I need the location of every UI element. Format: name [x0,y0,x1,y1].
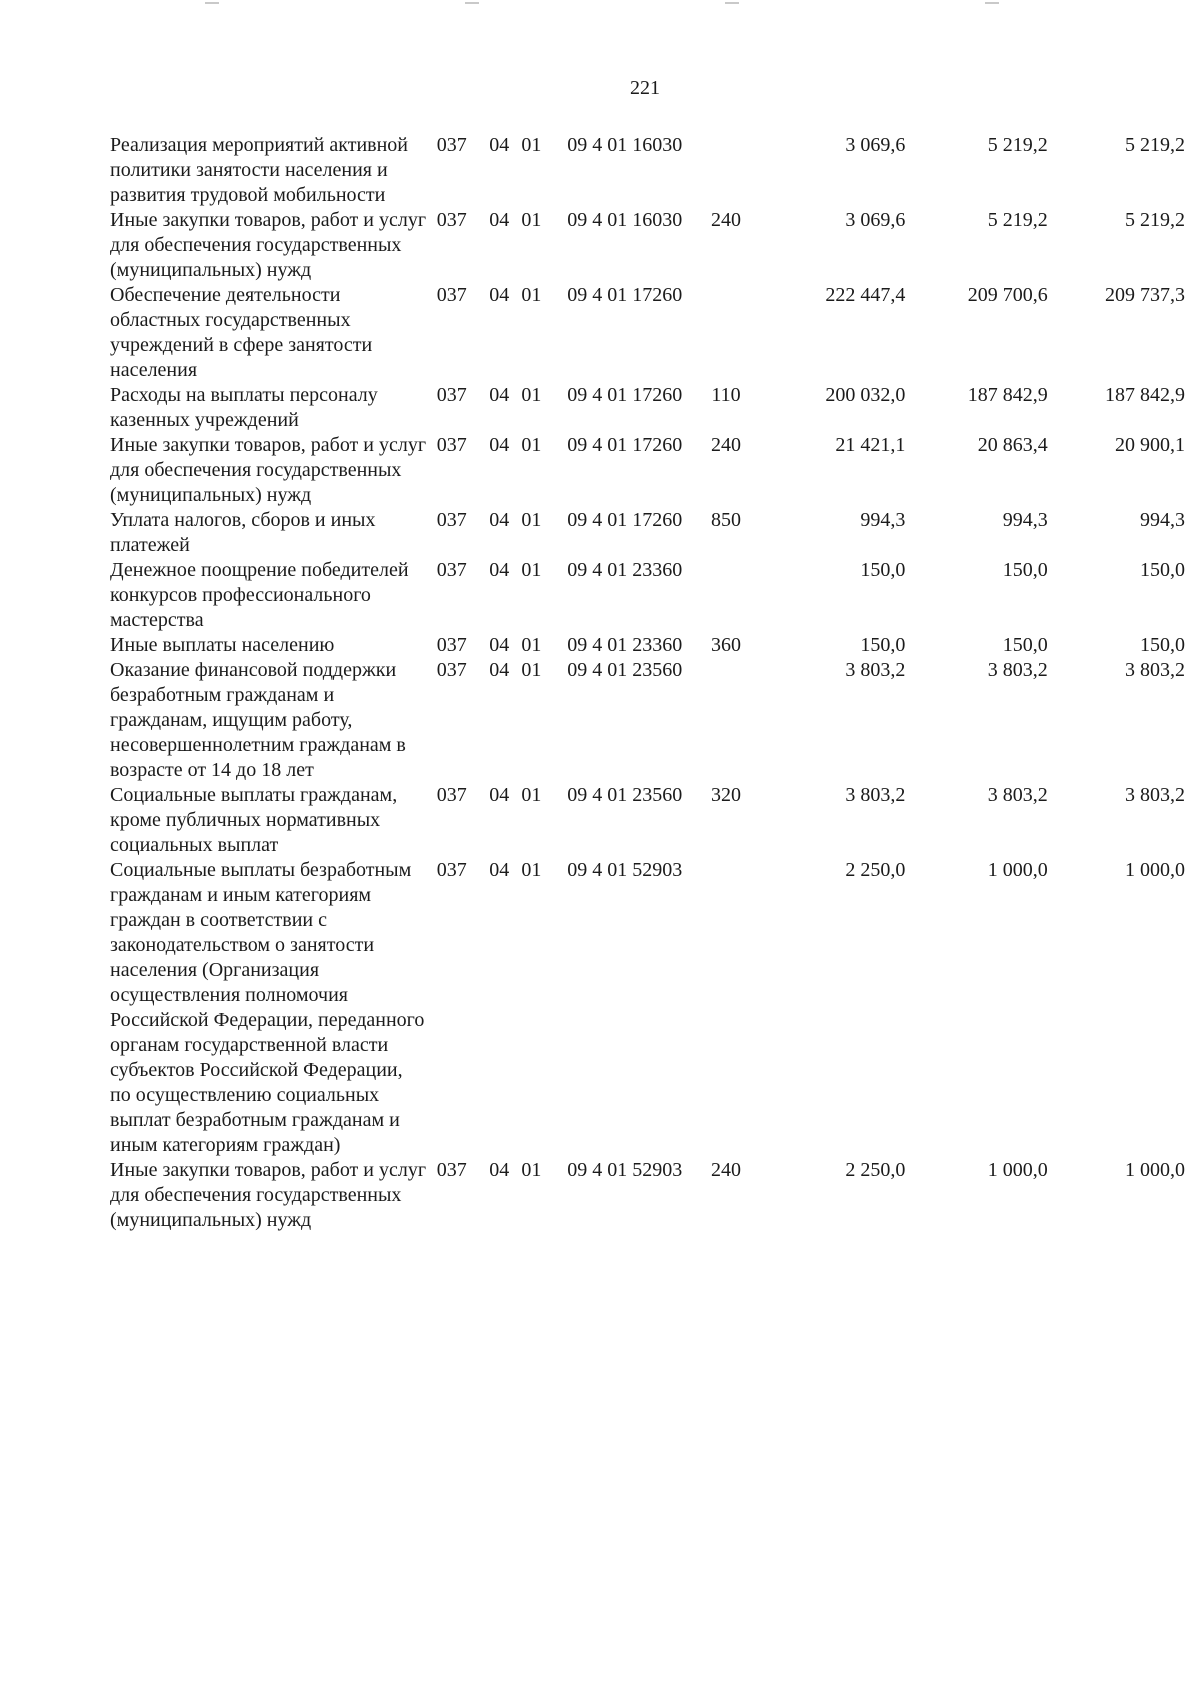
row-target-article-code: 09 4 01 17260 [567,284,683,306]
row-expense-type-code [694,558,757,633]
row-name: Социальные выплаты безработным гражданам и иным категориям граждан в соответствии с законодательством о занятости населения (Организация осуществления полномочия Российской Федерации, переданного органам государственной власти субъектов Российской Федерации, по осуществлению социальных выплат безработным гражданам и иным категориям граждан) [110,859,425,1156]
table-row [110,508,1185,558]
row-name: Оказание финансовой поддержки безработным гражданам и гражданам, ищущим работу, несовершеннолетним гражданам в возрасте от 14 до 18 лет [110,659,406,781]
row-amount-year-3: 1 000,0 [1125,1159,1185,1181]
row-amount-year-3: 5 219,2 [1125,134,1185,156]
row-target-article-code: 09 4 01 52903 [567,1159,683,1181]
row-name: Денежное поощрение победителей конкурсов профессионального мастерства [110,559,409,631]
row-amount-year-2: 994,3 [1002,509,1048,531]
table-row [110,633,1185,658]
row-amount-year-3: 1 000,0 [1125,859,1185,881]
row-section-code: 04 [489,784,510,806]
row-amount-year-1: 3 069,6 [845,209,906,231]
row-name: Расходы на выплаты персоналу казенных учреждений [110,384,378,431]
row-ved-code: 037 [436,634,467,656]
table-row [110,783,1185,858]
row-amount-year-2: 209 700,6 [967,284,1048,306]
scan-mark [205,2,219,4]
row-section-code: 04 [489,384,510,406]
row-expense-type-code: 320 [711,784,742,806]
row-expense-type-code: 240 [711,1159,742,1181]
row-name: Иные закупки товаров, работ и услуг для обеспечения государственных (муниципальных) нужд [110,1159,427,1231]
row-target-article-code: 09 4 01 23360 [567,634,683,656]
row-amount-year-3: 5 219,2 [1125,209,1185,231]
row-amount-year-1: 150,0 [860,634,906,656]
row-expense-type-code [694,858,757,1158]
row-subsection-code: 01 [521,434,542,456]
row-amount-year-2: 150,0 [1002,634,1048,656]
row-subsection-code: 01 [521,384,542,406]
row-target-article-code: 09 4 01 23560 [567,659,683,681]
row-amount-year-1: 21 421,1 [835,434,906,456]
budget-table [110,133,1185,1233]
row-ved-code: 037 [436,1159,467,1181]
row-target-article-code: 09 4 01 23360 [567,559,683,581]
row-amount-year-1: 2 250,0 [845,859,906,881]
row-ved-code: 037 [436,859,467,881]
row-amount-year-2: 20 863,4 [977,434,1048,456]
table-row [110,283,1185,383]
row-section-code: 04 [489,134,510,156]
row-expense-type-code: 240 [711,434,742,456]
row-target-article-code: 09 4 01 17260 [567,509,683,531]
row-name: Уплата налогов, сборов и иных платежей [110,509,376,556]
row-ved-code: 037 [436,434,467,456]
row-amount-year-1: 150,0 [860,559,906,581]
table-row [110,558,1185,633]
row-amount-year-2: 3 803,2 [987,659,1048,681]
row-amount-year-3: 150,0 [1140,634,1185,656]
row-name: Социальные выплаты гражданам, кроме публичных нормативных социальных выплат [110,784,398,856]
row-section-code: 04 [489,559,510,581]
row-ved-code: 037 [436,284,467,306]
scan-mark [725,2,739,4]
row-target-article-code: 09 4 01 52903 [567,859,683,881]
row-amount-year-2: 3 803,2 [987,784,1048,806]
row-ved-code: 037 [436,134,467,156]
row-section-code: 04 [489,659,510,681]
row-subsection-code: 01 [521,209,542,231]
page-number: 221 [630,77,660,99]
table-row [110,658,1185,783]
row-name: Обеспечение деятельности областных государственных учреждений в сфере занятости населения [110,284,373,381]
row-expense-type-code [694,658,757,783]
row-amount-year-1: 2 250,0 [845,1159,906,1181]
row-subsection-code: 01 [521,284,542,306]
row-subsection-code: 01 [521,1159,542,1181]
row-expense-type-code [694,283,757,383]
row-amount-year-2: 1 000,0 [987,859,1048,881]
row-subsection-code: 01 [521,134,542,156]
row-amount-year-3: 20 900,1 [1115,434,1185,456]
row-amount-year-2: 150,0 [1002,559,1048,581]
row-amount-year-3: 3 803,2 [1125,659,1185,681]
table-row [110,858,1185,1158]
row-amount-year-2: 187 842,9 [967,384,1048,406]
row-expense-type-code: 110 [711,384,741,406]
row-expense-type-code: 240 [711,209,742,231]
row-target-article-code: 09 4 01 16030 [567,134,683,156]
row-subsection-code: 01 [521,859,542,881]
row-name: Иные закупки товаров, работ и услуг для обеспечения государственных (муниципальных) нужд [110,209,427,281]
row-amount-year-3: 150,0 [1140,559,1185,581]
row-amount-year-3: 3 803,2 [1125,784,1185,806]
row-ved-code: 037 [436,509,467,531]
row-name: Иные закупки товаров, работ и услуг для обеспечения государственных (муниципальных) нужд [110,434,427,506]
row-amount-year-1: 3 069,6 [845,134,906,156]
table-row [110,1158,1185,1233]
row-ved-code: 037 [436,209,467,231]
scan-edge-marks [0,0,1200,8]
row-ved-code: 037 [436,559,467,581]
row-amount-year-2: 5 219,2 [987,134,1048,156]
row-subsection-code: 01 [521,659,542,681]
row-section-code: 04 [489,434,510,456]
row-amount-year-1: 200 032,0 [825,384,906,406]
row-amount-year-3: 994,3 [1140,509,1185,531]
row-target-article-code: 09 4 01 17260 [567,434,683,456]
row-name: Реализация мероприятий активной политики занятости населения и развития трудовой мобильности [110,134,409,206]
row-ved-code: 037 [436,659,467,681]
scan-mark [985,2,999,4]
scan-mark [465,2,479,4]
row-target-article-code: 09 4 01 16030 [567,209,683,231]
row-section-code: 04 [489,209,510,231]
row-section-code: 04 [489,509,510,531]
row-expense-type-code: 850 [711,509,742,531]
row-expense-type-code [694,133,757,208]
row-subsection-code: 01 [521,509,542,531]
row-amount-year-3: 209 737,3 [1105,284,1185,306]
row-amount-year-1: 222 447,4 [825,284,906,306]
row-name: Иные выплаты населению [110,634,335,656]
row-amount-year-2: 1 000,0 [987,1159,1048,1181]
table-row [110,383,1185,433]
row-section-code: 04 [489,859,510,881]
row-subsection-code: 01 [521,784,542,806]
table-row [110,133,1185,208]
budget-table-body [110,133,1185,1233]
row-target-article-code: 09 4 01 23560 [567,784,683,806]
row-amount-year-1: 994,3 [860,509,906,531]
row-ved-code: 037 [436,784,467,806]
row-amount-year-2: 5 219,2 [987,209,1048,231]
row-ved-code: 037 [436,384,467,406]
row-amount-year-3: 187 842,9 [1105,384,1185,406]
table-row [110,433,1185,508]
row-target-article-code: 09 4 01 17260 [567,384,683,406]
row-subsection-code: 01 [521,559,542,581]
row-amount-year-1: 3 803,2 [845,784,906,806]
row-expense-type-code: 360 [711,634,742,656]
row-section-code: 04 [489,284,510,306]
row-amount-year-1: 3 803,2 [845,659,906,681]
table-row [110,208,1185,283]
row-section-code: 04 [489,1159,510,1181]
row-section-code: 04 [489,634,510,656]
row-subsection-code: 01 [521,634,542,656]
